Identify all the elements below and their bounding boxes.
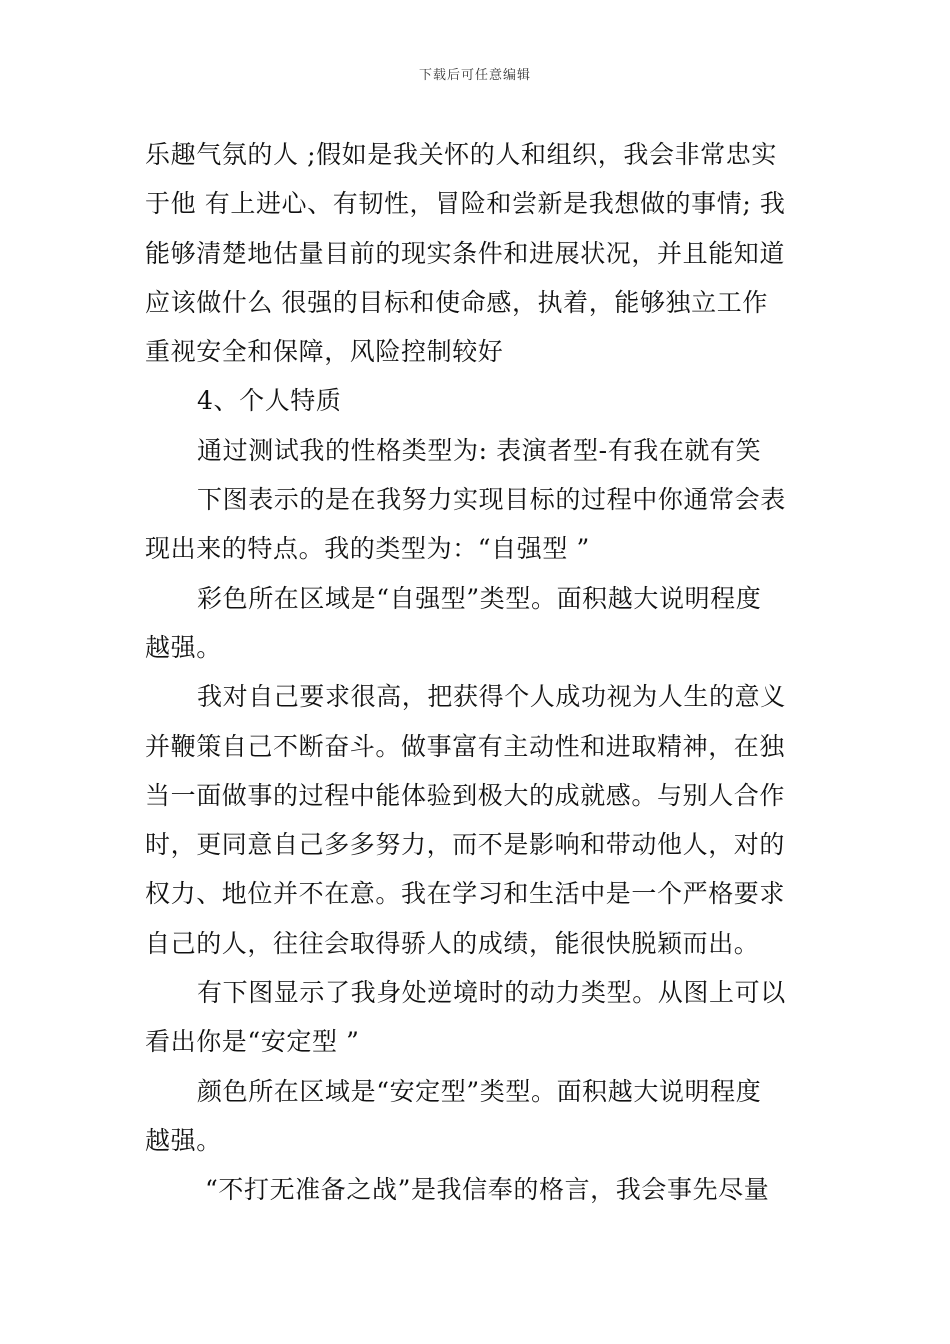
text-line: 越强。	[145, 1125, 222, 1155]
text-line: “不打无准备之战”是我信奉的格言，我会事先尽量	[205, 1175, 770, 1205]
text-line: 下图表示的是在我努力实现目标的过程中你通常会表	[197, 485, 786, 515]
text-line: 重视安全和保障，风险控制较好	[145, 337, 504, 367]
text-line: 看出你是“安定型 ”	[145, 1027, 360, 1057]
paragraph	[145, 672, 813, 968]
paragraph	[145, 574, 813, 673]
text-line: 颜色所在区域是“安定型”类型。面积越大说明程度	[197, 1076, 762, 1106]
text-line: 越强。	[145, 632, 222, 662]
text-line: 权力、地位并不在意。我在学习和生活中是一个严格要求	[145, 879, 786, 909]
text-line: 我对自己要求很高，把获得个人成功视为人生的意义	[197, 682, 786, 712]
text-line: 通过测试我的性格类型为: 表演者型-有我在就有笑	[197, 435, 762, 465]
paragraph	[145, 968, 813, 1067]
document-body	[145, 130, 813, 1215]
text-line: 彩色所在区域是“自强型”类型。面积越大说明程度	[197, 583, 762, 613]
paragraph	[145, 1165, 813, 1214]
paragraph	[145, 426, 813, 475]
page-header: 下载后可任意编辑	[418, 68, 531, 83]
text-line: 时，更同意自己多多努力，而不是影响和带动他人，对的	[145, 830, 786, 860]
text-line: 当一面做事的过程中能体验到极大的成就感。与别人合作	[145, 780, 786, 810]
text-line: 能够清楚地估量目前的现实条件和进展状况，并且能知道	[145, 238, 786, 268]
text-line: 4、个人特质	[197, 386, 342, 416]
text-line: 现出来的特点。我的类型为：“自强型 ”	[145, 534, 590, 564]
text-line: 并鞭策自己不断奋斗。做事富有主动性和进取精神，在独	[145, 731, 786, 761]
paragraph	[145, 1067, 813, 1166]
text-line: 有下图显示了我身处逆境时的动力类型。从图上可以	[197, 978, 786, 1008]
text-line: 乐趣气氛的人 ;假如是我关怀的人和组织，我会非常忠实	[145, 140, 777, 169]
text-line: 自己的人，往往会取得骄人的成绩，能很快脱颖而出。	[145, 928, 760, 958]
text-line: 应该做什么 很强的目标和使命感，执着，能够独立工作	[145, 287, 768, 317]
section-heading	[145, 376, 813, 425]
paragraph	[145, 130, 813, 376]
paragraph	[145, 475, 813, 574]
text-line: 于他 有上进心、有韧性，冒险和尝新是我想做的事情; 我	[145, 189, 786, 219]
